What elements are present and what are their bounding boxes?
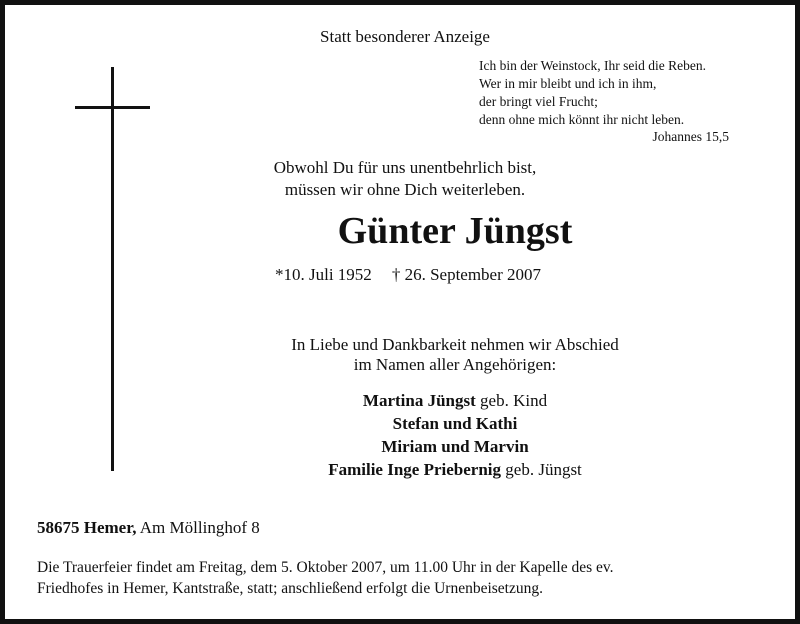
mourner-name: Martina Jüngst [362, 391, 476, 410]
address-street: Am Möllinghof 8 [136, 518, 260, 537]
mourners-list [255, 389, 655, 481]
farewell-line: im Namen aller Angehörigen: [353, 355, 557, 374]
service-line: Friedhofes in Hemer, Kantstraße, statt; anschließend erfolgt die Urnenbeisetzung. [37, 580, 543, 597]
verse-line: Ich bin der Weinstock, Ihr seid die Reben. [479, 58, 706, 73]
intro-line: müssen wir ohne Dich weiterleben. [284, 180, 526, 199]
life-dates [275, 265, 675, 285]
mourner-entry [255, 389, 655, 412]
family-address [37, 518, 437, 538]
funeral-service-info [37, 557, 773, 599]
mourner-entry [255, 435, 655, 458]
verse-line: der bringt viel Frucht; [479, 94, 598, 109]
bible-verse [479, 57, 769, 129]
service-line: Die Trauerfeier findet am Freitag, dem 5. Oktober 2007, um 11.00 Uhr in der Kapelle des ev. [37, 559, 614, 576]
verse-source: Johannes 15,5 [652, 129, 729, 144]
mourner-name: Familie Inge Priebernig [328, 460, 502, 479]
verse-line: denn ohne mich könnt ihr nicht leben. [479, 112, 685, 127]
verse-line: Wer in mir bleibt und ich in ihm, [479, 76, 657, 91]
cross-vertical-bar [111, 67, 114, 471]
address-city: 58675 Hemer, [37, 518, 137, 537]
cross-horizontal-bar [75, 106, 150, 109]
intro-line: Obwohl Du für uns unentbehrlich bist, [273, 158, 537, 177]
mourner-note: geb. Jüngst [501, 460, 582, 479]
mourner-entry [255, 458, 655, 481]
deceased-name: Günter Jüngst [337, 210, 573, 252]
farewell-line: In Liebe und Dankbarkeit nehmen wir Abschied [291, 335, 619, 354]
notice-header: Statt besonderer Anzeige [320, 27, 490, 46]
mourner-name: Miriam und Marvin [381, 437, 529, 456]
birth-date: *10. Juli 1952 [275, 265, 372, 284]
mourner-note: geb. Kind [475, 391, 548, 410]
mourner-name: Stefan und Kathi [392, 414, 518, 433]
farewell-text [225, 335, 685, 375]
death-date: † 26. September 2007 [391, 265, 542, 284]
intro-text [175, 157, 635, 201]
mourner-entry [255, 412, 655, 435]
